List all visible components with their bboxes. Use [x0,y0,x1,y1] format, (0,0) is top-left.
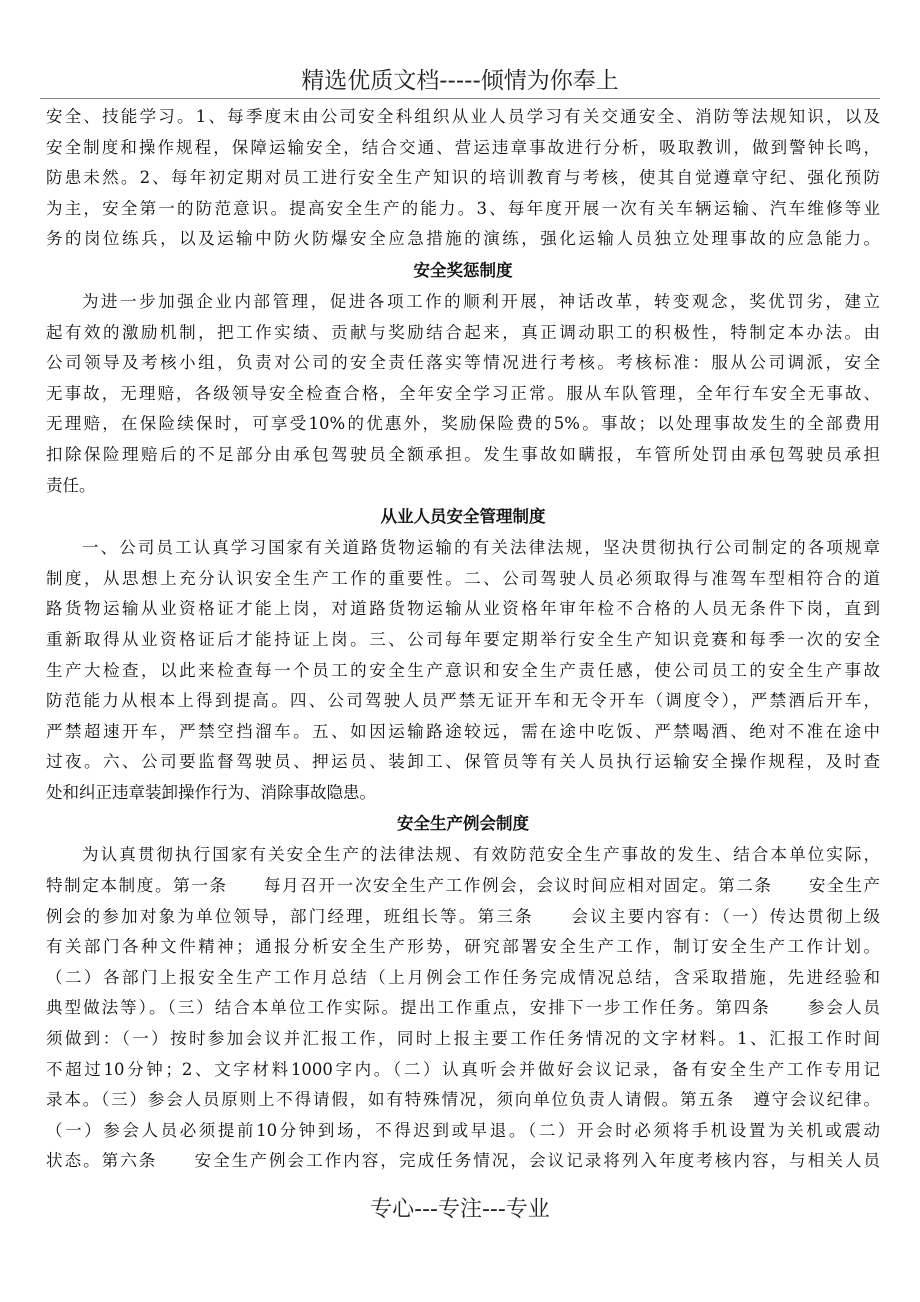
paragraph-line: 为主，安全第一的防范意识。提高安全生产的能力。3、每年度开展一次有关车辆运输、汽车维修等业 [46,198,880,218]
paragraph-line: 一、公司员工认真学习国家有关道路货物运输的有关法律法规，坚决贯彻执行公司制定的各项规章 [82,538,880,558]
paragraph-line: 防范能力从根本上得到提高。四、公司驾驶人员严禁无证开车和无令开车（调度令），严禁酒后开车， [46,691,880,711]
document-body [46,102,880,1177]
paragraph-line: 状态。第六条 安全生产例会工作内容，完成任务情况，会议记录将列入年度考核内容，与相关人员 [46,1151,880,1171]
paragraph-line: 处和纠正违章装卸操作行为、消除事故隐患。 [46,782,376,802]
paragraph-line: 例会的参加对象为单位领导，部门经理，班组长等。第三条 会议主要内容有：（一）传达贯彻上级 [46,906,880,926]
paragraph-line: 起有效的激励机制，把工作实绩、贡献与奖励结合起来，真正调动职工的积极性，特制定本办法。由 [46,322,880,342]
section-heading: 安全生产例会制度 [397,814,529,834]
paragraph-line: 制度，从思想上充分认识安全生产工作的重要性。二、公司驾驶人员必须取得与准驾车型相符合的道 [46,568,880,588]
page-header: 精选优质文档-----倾情为你奉上 [301,68,619,94]
paragraph-line: 责任。 [46,475,96,495]
paragraph-line: 路货物运输从业资格证才能上岗，对道路货物运输从业资格年审年检不合格的人员无条件下岗，直到 [46,599,880,619]
section-heading: 从业人员安全管理制度 [380,507,546,527]
paragraph-line: 不超过10分钟；2、文字材料1000字内。（二）认真听会并做好会议记录，备有安全生产工作专用记 [46,1059,880,1079]
page-footer: 专心---专注---专业 [370,1197,550,1222]
paragraph-line: 特制定本制度。第一条 每月召开一次安全生产工作例会，会议时间应相对固定。第二条 安全生产 [46,876,880,896]
paragraph-line: （一）参会人员必须提前10分钟到场，不得迟到或早退。（二）开会时必须将手机设置为关机或震动 [46,1120,880,1140]
paragraph-line: 有关部门各种文件精神；通报分析安全生产形势，研究部署安全生产工作，制订安全生产工作计划。 [46,937,880,957]
paragraph-line: 须做到：（一）按时参加会议并汇报工作，同时上报主要工作任务情况的文字材料。1、汇报工作时间 [46,1029,880,1049]
paragraph-line: 防患未然。2、每年初定期对员工进行安全生产知识的培训教育与考核，使其自觉遵章守纪、强化预防 [46,168,880,188]
paragraph-line: 典型做法等）。（三）结合本单位工作实际。提出工作重点，安排下一步工作任务。第四条 参会人员 [46,998,880,1018]
paragraph-line: 为进一步加强企业内部管理，促进各项工作的顺利开展，神话改革，转变观念，奖优罚劣，建立 [82,291,880,311]
paragraph-line: 重新取得从业资格证后才能持证上岗。三、公司每年要定期举行安全生产知识竞赛和每季一次的安全 [46,629,880,649]
paragraph-line: 安全、技能学习。1、每季度末由公司安全科组织从业人员学习有关交通安全、消防等法规知识，以及 [46,107,880,126]
paragraph-line: 录本。（三）参会人员原则上不得请假，如有特殊情况，须向单位负责人请假。第五条 遵守会议纪律。 [46,1090,880,1110]
paragraph-line: 务的岗位练兵，以及运输中防火防爆安全应急措施的演练，强化运输人员独立处理事故的应急能力。 [46,229,880,249]
paragraph-line: 无事故，无理赔，各级领导安全检查合格，全年安全学习正常。服从车队管理，全年行车安全无事故、 [46,383,880,403]
header-divider [40,98,880,99]
paragraph-line: 为认真贯彻执行国家有关安全生产的法律法规、有效防范安全生产事故的发生、结合本单位实际， [82,845,880,865]
section-heading: 安全奖惩制度 [413,260,513,280]
paragraph-line: 过夜。六、公司要监督驾驶员、押运员、装卸工、保管员等有关人员执行运输安全操作规程，及时查 [46,752,880,772]
paragraph-line: 严禁超速开车，严禁空挡溜车。五、如因运输路途较远，需在途中吃饭、严禁喝酒、绝对不准在途中 [46,721,880,741]
paragraph-line: 生产大检查，以此来检查每一个员工的安全生产意识和安全生产责任感，使公司员工的安全生产事故 [46,660,880,680]
paragraph-line: （二）各部门上报安全生产工作月总结（上月例会工作任务完成情况总结，含采取措施，先进经验和 [46,967,880,987]
paragraph-line: 安全制度和操作规程，保障运输安全，结合交通、营运违章事故进行分析，吸取教训，做到警钟长鸣， [46,137,880,157]
paragraph-line: 无理赔，在保险续保时，可享受10%的优惠外，奖励保险费的5%。事故；以处理事故发生的全部费用 [46,414,880,434]
paragraph-line: 公司领导及考核小组，负责对公司的安全责任落实等情况进行考核。考核标准：服从公司调派，安全 [46,353,880,373]
paragraph-line: 扣除保险理赔后的不足部分由承包驾驶员全额承担。发生事故如瞒报，车管所处罚由承包驾驶员承担 [46,444,880,464]
